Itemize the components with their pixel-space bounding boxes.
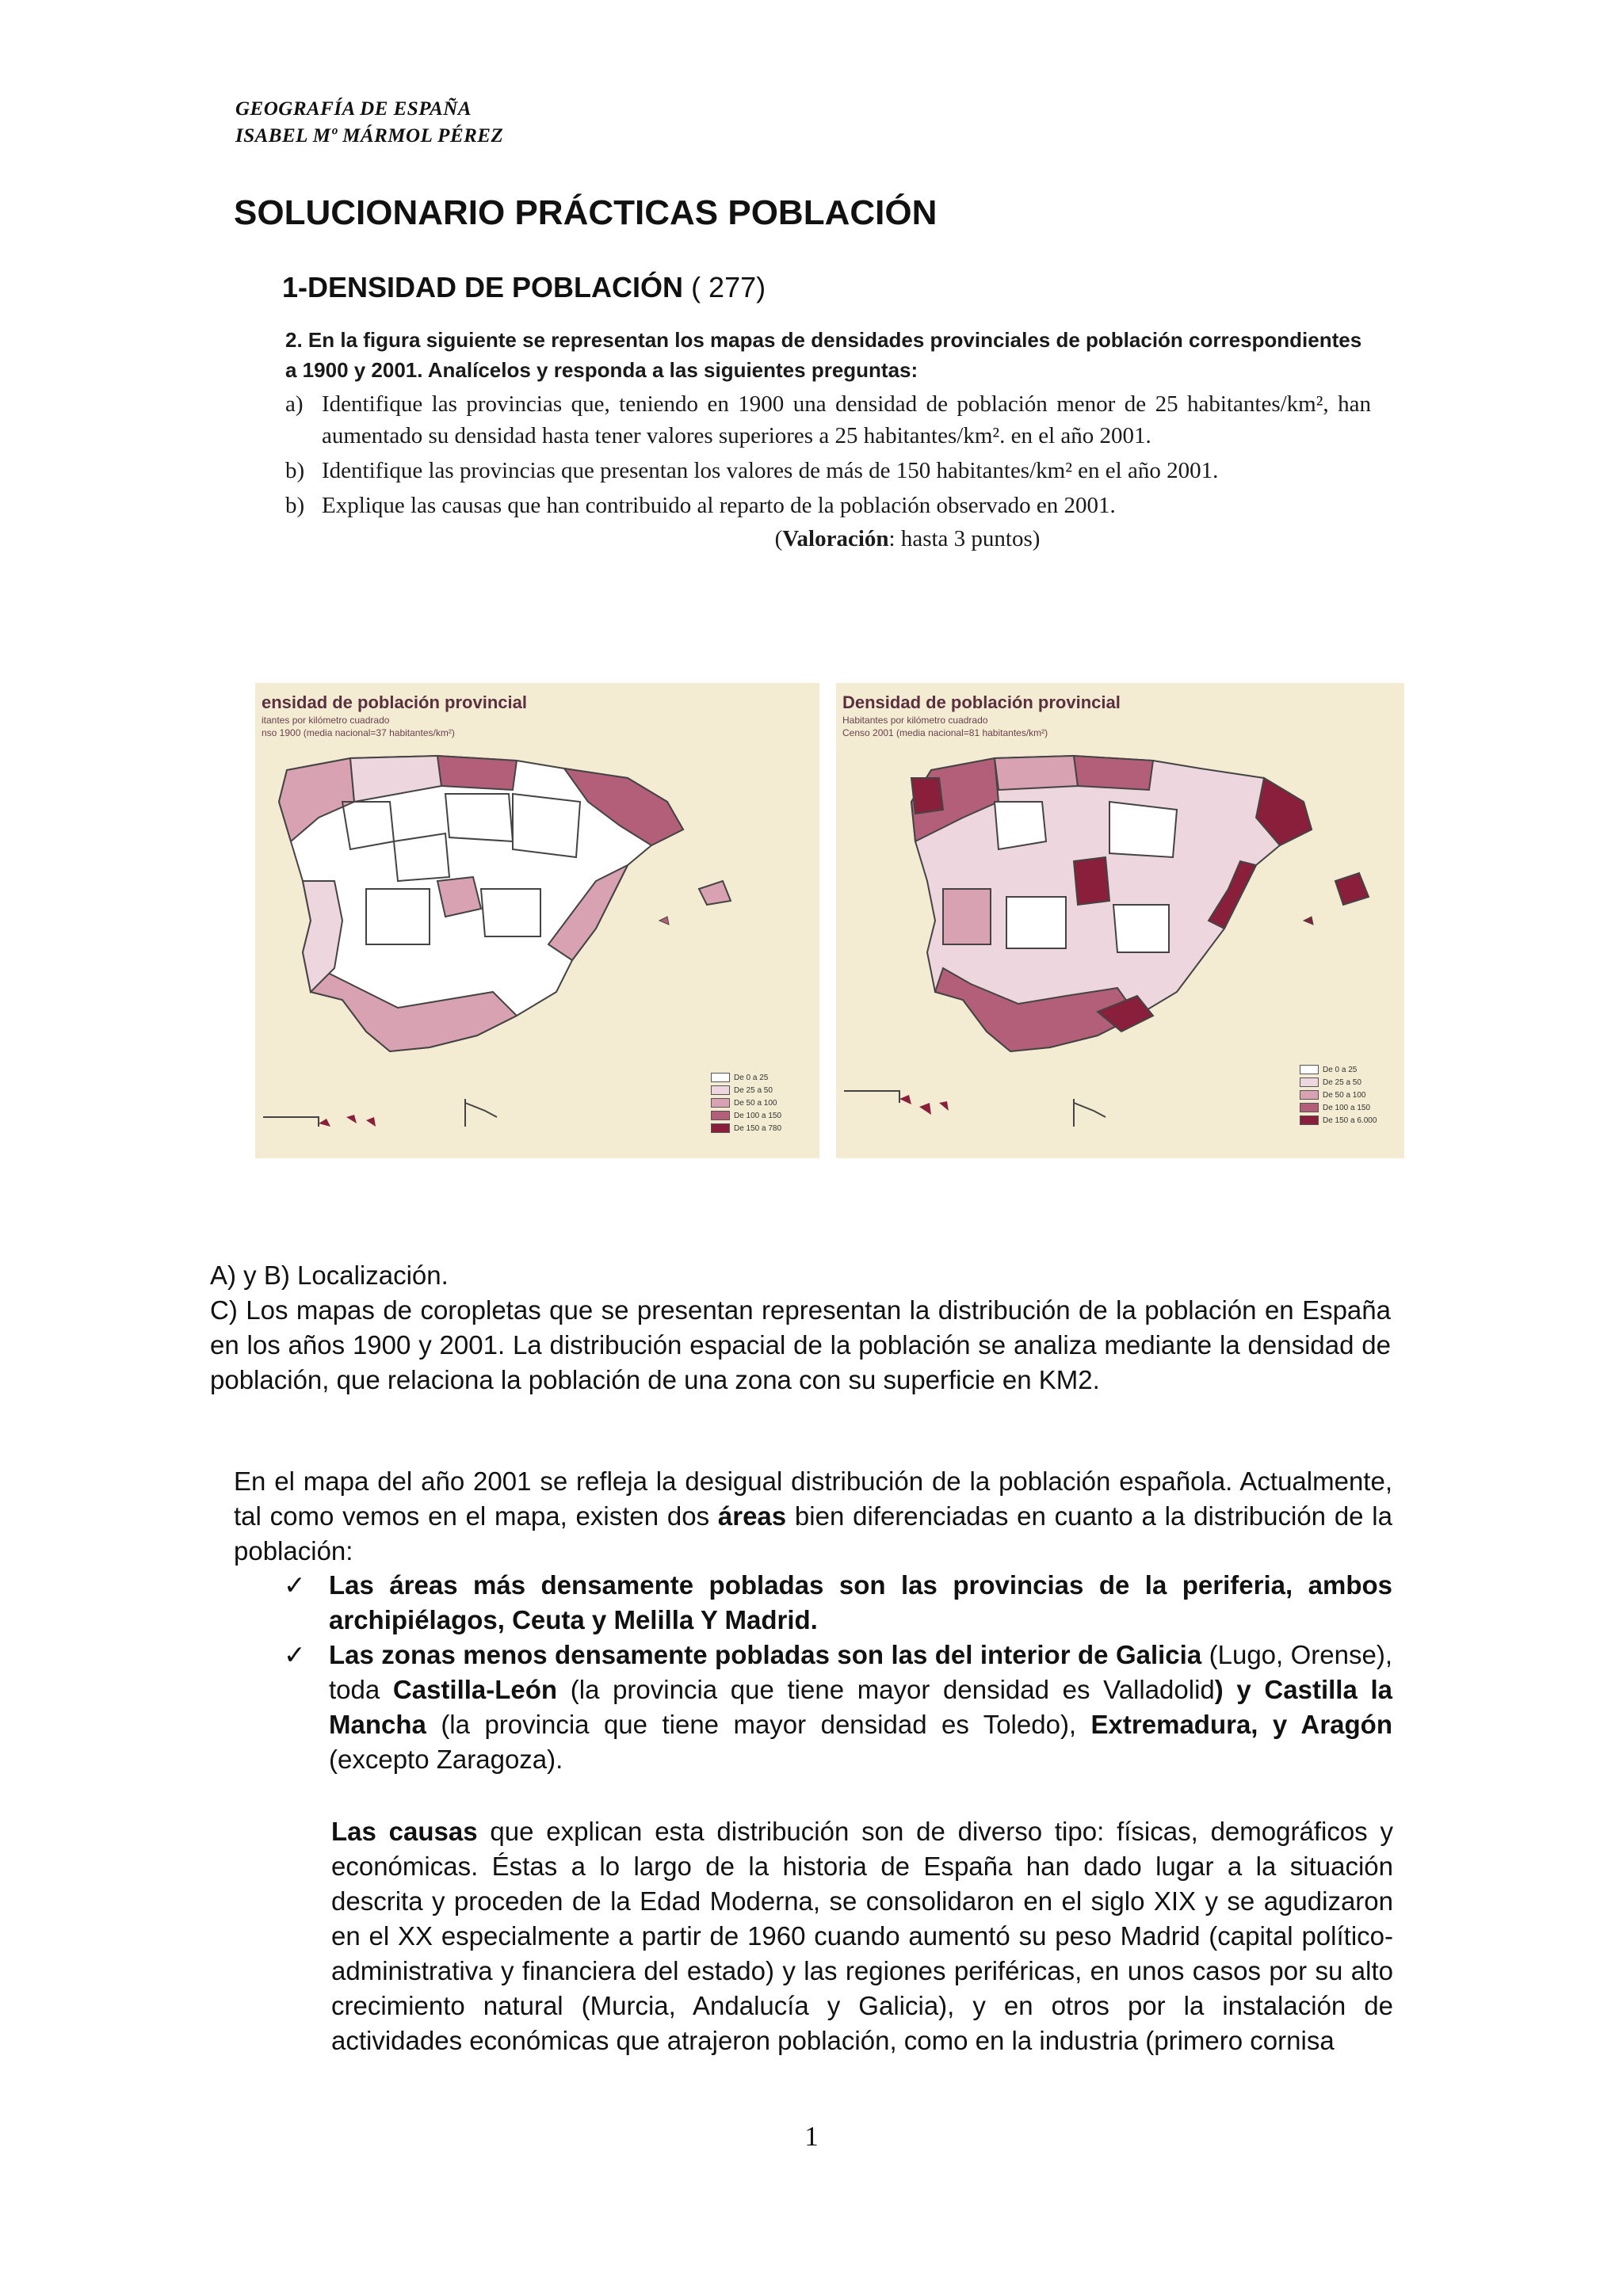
bullet-plain: (la provincia que tiene mayor densidad es Valladolid <box>557 1675 1215 1704</box>
exercise-valoracion <box>285 523 1371 555</box>
header-author: ISABEL Mº MÁRMOL PÉREZ <box>235 125 504 147</box>
answer-ab: A) y B) Localización. <box>210 1261 449 1290</box>
bullet-text <box>329 1638 1392 1777</box>
document-header <box>235 96 503 150</box>
exercise-statement <box>285 325 1371 555</box>
map-title: Densidad de población provincial <box>842 692 1121 712</box>
bullet-bold: ) y Castilla la Mancha <box>329 1675 1392 1739</box>
legend-item <box>711 1071 781 1084</box>
para-text: En el mapa del año 2001 se refleja la desigual distribución de la población española. Actualmente, tal como vemos en el mapa, existen dos <box>234 1466 1392 1531</box>
legend-label: De 0 a 25 <box>1323 1065 1358 1074</box>
legend-swatch <box>1300 1090 1319 1100</box>
bullet-plain: (excepto Zaragoza). <box>329 1745 563 1774</box>
bullet-bold: Castilla-León <box>392 1675 558 1704</box>
answer-c: C) Los mapas de coropletas que se presentan representan la distribución de la población en España en los años 1900 y 2001. La distribución espacial de la población se analiza mediante la densidad de población, que relaciona la población de una zona con su superficie en KM2. <box>210 1295 1391 1394</box>
section-title <box>282 271 766 304</box>
exercise-question-c <box>285 490 1371 521</box>
bullet-plain: (Lugo, Orense), toda <box>329 1640 1393 1704</box>
checkmark-icon: ✓ <box>284 1570 306 1600</box>
legend-swatch <box>711 1085 730 1095</box>
legend-label: De 100 a 150 <box>734 1111 782 1120</box>
legend-item <box>1300 1101 1377 1114</box>
question-label: b) <box>285 458 305 483</box>
para-text: bien diferenciadas en cuanto a la distribución de la población: <box>234 1501 1392 1566</box>
valoracion-label: Valoración <box>782 526 889 551</box>
section-title-text: 1-DENSIDAD DE POBLACIÓN <box>282 271 684 303</box>
map-legend <box>711 1071 781 1135</box>
legend-label: De 50 a 100 <box>734 1098 777 1108</box>
section-page-ref: ( 277) <box>691 271 766 303</box>
legend-item <box>1300 1114 1377 1127</box>
bullet-dense-areas <box>236 1568 1392 1638</box>
legend-swatch <box>711 1098 730 1108</box>
bullet-text <box>329 1568 1392 1638</box>
map-density-2001 <box>836 683 1404 1158</box>
legend-swatch <box>711 1073 730 1082</box>
legend-label: De 0 a 25 <box>734 1073 769 1082</box>
map-subtitle: nso 1900 (media nacional=37 habitantes/km²) <box>262 727 455 738</box>
legend-item <box>1300 1063 1377 1076</box>
header-course: GEOGRAFÍA DE ESPAÑA <box>235 98 472 120</box>
question-text: Explique las causas que han contribuido al reparto de la población observado en 2001. <box>322 493 1116 518</box>
legend-swatch <box>1300 1103 1319 1112</box>
valoracion-text: : hasta 3 puntos) <box>888 526 1041 551</box>
causes-text: que explican esta distribución son de diverso tipo: físicas, demográficos y económicas. Éstas a lo largo de la historia de España han dado lugar a la situación descrita y proceden de la Edad Moderna, se consolidaron en el siglo XIX y se agudizaron en el XX especialmente a partir de 1960 cuando aumentó su peso Madrid (capital político-administrativa y financiera del estado) y las regiones periféricas, en unos casos por su alto crecimiento natural (Murcia, Andalucía y Galicia), y en otros por la instalación de actividades económicas que atrajeron población, como en la industria (primero cornisa <box>331 1817 1393 2055</box>
legend-swatch <box>711 1123 730 1133</box>
answer-2001-paragraph <box>234 1464 1392 1569</box>
legend-item <box>711 1109 781 1122</box>
legend-label: De 150 a 780 <box>734 1123 782 1133</box>
valoracion-open: ( <box>774 526 783 551</box>
causes-paragraph <box>331 1814 1393 2058</box>
page-title: SOLUCIONARIO PRÁCTICAS POBLACIÓN <box>234 193 938 232</box>
map-subtitle: Censo 2001 (media nacional=81 habitantes/km²) <box>842 727 1048 738</box>
legend-item <box>711 1097 781 1109</box>
exercise-question-a <box>285 388 1371 452</box>
legend-item <box>711 1122 781 1135</box>
map-subtitle: itantes por kilómetro cuadrado <box>262 715 390 726</box>
legend-swatch <box>1300 1077 1319 1087</box>
map-legend <box>1300 1063 1377 1127</box>
bullet-bold: Extremadura, y Aragón <box>1090 1710 1392 1739</box>
map-density-1900 <box>255 683 819 1158</box>
para-bold: áreas <box>717 1501 787 1531</box>
map-title: ensidad de población provincial <box>262 692 527 712</box>
map-subtitle: Habitantes por kilómetro cuadrado <box>842 715 988 726</box>
page-number: 1 <box>804 2121 819 2152</box>
causes-bold: Las causas <box>331 1817 478 1846</box>
bullet-plain: (la provincia que tiene mayor densidad es Toledo), <box>426 1710 1091 1739</box>
exercise-intro: 2. En la figura siguiente se representan los mapas de densidades provinciales de población correspondientes a 1900 y 2001. Analícelos y responda a las siguientes preguntas: <box>285 328 1362 382</box>
legend-swatch <box>711 1111 730 1120</box>
question-label: b) <box>285 493 305 518</box>
legend-item <box>1300 1089 1377 1101</box>
question-label: a) <box>285 391 304 417</box>
legend-label: De 25 a 50 <box>1323 1077 1361 1087</box>
legend-item <box>711 1084 781 1097</box>
legend-label: De 100 a 150 <box>1323 1103 1371 1112</box>
legend-label: De 25 a 50 <box>734 1085 773 1095</box>
question-text: Identifique las provincias que, teniendo en 1900 una densidad de población menor de 25 habitantes/km², han aumentado su densidad hasta tener valores superiores a 25 habitantes/km². en el año 2001. <box>322 391 1371 448</box>
checkmark-icon: ✓ <box>284 1640 306 1669</box>
legend-label: De 50 a 100 <box>1323 1090 1366 1100</box>
question-text: Identifique las provincias que presentan los valores de más de 150 habitantes/km² en el año 2001. <box>322 458 1219 483</box>
legend-swatch <box>1300 1065 1319 1074</box>
legend-swatch <box>1300 1116 1319 1125</box>
bullet-bold: Las zonas menos densamente pobladas son las del interior de Galicia <box>329 1640 1202 1669</box>
bullet-bold: Las áreas más densamente pobladas son las provincias de la periferia, ambos archipiélagos, Ceuta y Melilla Y Madrid. <box>329 1570 1392 1634</box>
exercise-question-b <box>285 455 1371 486</box>
bullet-sparse-areas <box>236 1638 1392 1777</box>
legend-item <box>1300 1076 1377 1089</box>
legend-label: De 150 a 6.000 <box>1323 1116 1377 1125</box>
